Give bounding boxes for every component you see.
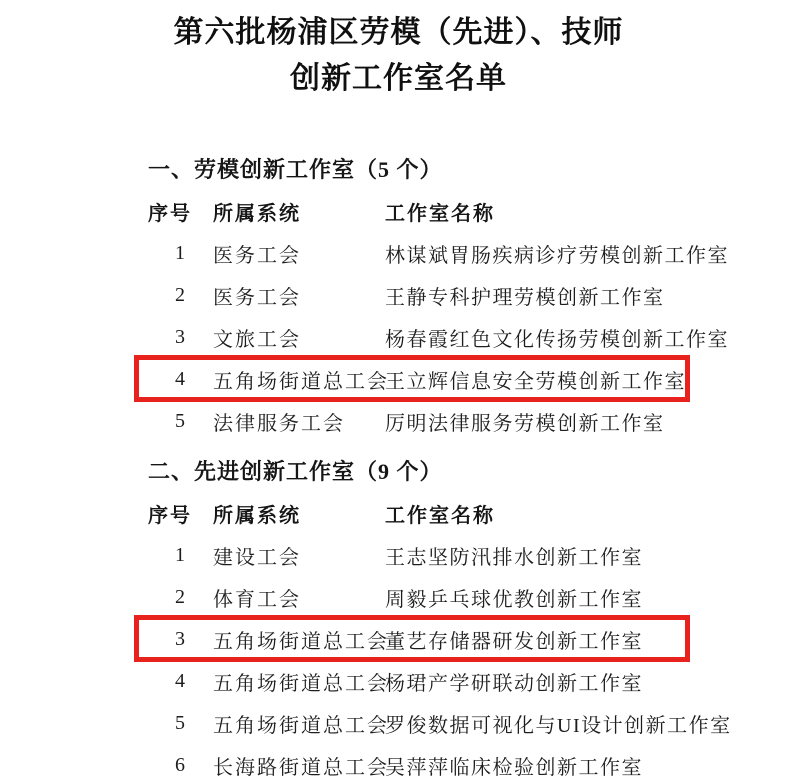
table-row <box>148 702 757 744</box>
column-header-name: 工作室名称 <box>385 202 495 225</box>
page-title-line-2: 创新工作室名单 <box>290 62 507 95</box>
table-row <box>148 744 757 780</box>
row-name: 王志坚防汛排水创新工作室 <box>385 546 643 569</box>
table-row <box>148 576 757 618</box>
row-name: 周毅乒乓球优教创新工作室 <box>385 588 643 611</box>
table-row <box>148 660 757 702</box>
row-index: 4 <box>175 669 186 692</box>
row-index: 1 <box>175 241 186 264</box>
section-1-heading: 一、劳模创新工作室（5 个） <box>148 156 443 182</box>
page-title-line-1: 第六批杨浦区劳模（先进）、技师 <box>173 16 624 49</box>
row-name: 罗俊数据可视化与UI设计创新工作室 <box>385 714 732 737</box>
table-header-row <box>148 190 757 232</box>
page-title <box>0 0 797 102</box>
document-body <box>148 146 757 780</box>
column-header-system: 所属系统 <box>213 504 301 527</box>
row-name: 厉明法律服务劳模创新工作室 <box>385 412 665 435</box>
table-header-row <box>148 492 757 534</box>
row-system: 医务工会 <box>213 244 301 267</box>
section-1-table <box>148 190 757 442</box>
table-row <box>148 274 757 316</box>
row-name: 吴萍萍临床检验创新工作室 <box>385 756 643 779</box>
section-2-heading: 二、先进创新工作室（9 个） <box>148 458 443 484</box>
row-name: 杨春霞红色文化传扬劳模创新工作室 <box>385 328 729 351</box>
row-system: 长海路街道总工会 <box>213 756 389 779</box>
row-index: 2 <box>175 283 186 306</box>
row-system: 建设工会 <box>213 546 301 569</box>
table-row-highlighted <box>148 358 757 400</box>
row-name: 董艺存储器研发创新工作室 <box>385 630 643 653</box>
table-row <box>148 232 757 274</box>
row-index: 3 <box>175 325 186 348</box>
column-header-index: 序号 <box>148 504 192 527</box>
row-index: 4 <box>175 367 186 390</box>
row-system: 五角场街道总工会 <box>213 672 389 695</box>
row-system: 五角场街道总工会 <box>213 630 389 653</box>
row-system: 五角场街道总工会 <box>213 714 389 737</box>
table-row <box>148 400 757 442</box>
row-index: 2 <box>175 585 186 608</box>
row-index: 3 <box>175 627 186 650</box>
table-row <box>148 316 757 358</box>
row-name: 王立辉信息安全劳模创新工作室 <box>385 370 686 393</box>
row-name: 杨珺产学研联动创新工作室 <box>385 672 643 695</box>
section-2-table <box>148 492 757 780</box>
row-index: 5 <box>175 409 186 432</box>
row-name: 林谋斌胃肠疾病诊疗劳模创新工作室 <box>385 244 729 267</box>
row-system: 法律服务工会 <box>213 412 345 435</box>
table-row-highlighted <box>148 618 757 660</box>
row-system: 体育工会 <box>213 588 301 611</box>
table-row <box>148 534 757 576</box>
row-index: 6 <box>175 753 186 776</box>
row-index: 1 <box>175 543 186 566</box>
row-name: 王静专科护理劳模创新工作室 <box>385 286 665 309</box>
row-system: 五角场街道总工会 <box>213 370 389 393</box>
column-header-system: 所属系统 <box>213 202 301 225</box>
column-header-name: 工作室名称 <box>385 504 495 527</box>
row-system: 文旅工会 <box>213 328 301 351</box>
row-system: 医务工会 <box>213 286 301 309</box>
column-header-index: 序号 <box>148 202 192 225</box>
row-index: 5 <box>175 711 186 734</box>
